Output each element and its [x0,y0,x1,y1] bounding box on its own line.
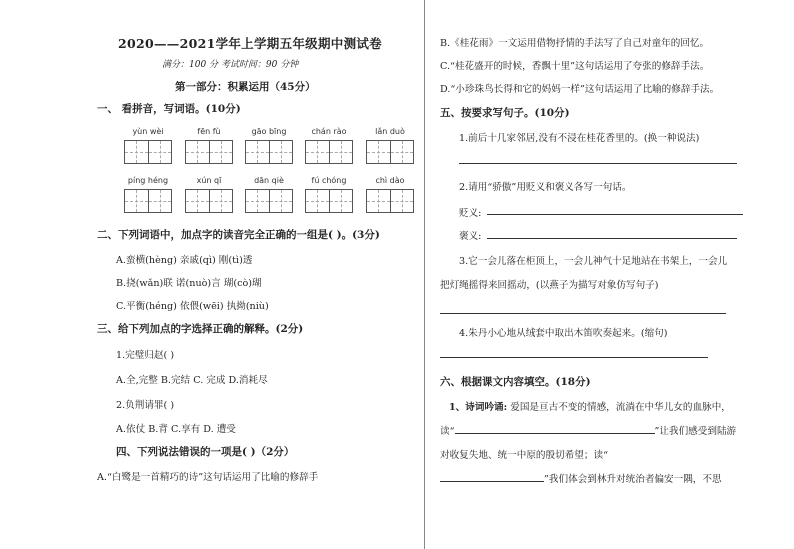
q3-heading: 三、给下列加点的字选择正确的解释。(2分) [97,323,304,335]
pinyin-label: píng héng [127,176,169,185]
q6-paragraph-line3: 对收复失地、统一中原的殷切希望；读“ [440,450,608,461]
writing-grid[interactable] [245,140,293,164]
q6-paragraph-line4 [440,471,722,485]
q5-sentence2: 2.请用“骄傲”用贬义和褒义各写一句话。 [459,182,632,193]
writing-grid[interactable] [124,189,172,213]
answer-line[interactable] [440,357,708,358]
q6-heading: 六、根据课文内容填空。(18分) [440,376,591,388]
pinyin-label: xún qī [196,176,222,185]
pinyin-label: fēn fù [197,127,221,136]
pinyin-label: chì dào [375,176,405,185]
q1-heading: 一、 看拼音，写词语。(10分) [97,103,241,115]
writing-grid[interactable] [245,189,293,213]
q4-option-b: B.《桂花雨》一文运用借物抒情的手法写了自己对童年的回忆。 [440,38,710,49]
writing-grid[interactable] [366,140,414,164]
q3-item2-options: A.依仗 B.背 C.享有 D. 遭受 [116,424,236,435]
answer-line[interactable] [487,214,743,215]
writing-grid[interactable] [305,140,353,164]
writing-grid[interactable] [185,140,233,164]
q5-heading: 五、按要求写句子。(10分) [440,107,570,119]
q3-item1-options: A.全,完整 B.完结 C. 完成 D.消耗尽 [116,375,268,386]
pinyin-label: chán rào [311,127,347,136]
q6-paragraph-line1 [449,399,731,413]
pinyin-label: lǎn duò [375,127,405,136]
q5-sentence3: 3.它一会儿落在柜顶上，一会儿神气十足地站在书架上，一会儿 [459,256,728,267]
q5-sentence3-cont: 把灯绳摇得来回摇动，(以燕子为描写对象仿写句子) [440,280,659,291]
writing-grid[interactable] [185,189,233,213]
q5-commendatory-label: 褒义: [459,231,482,242]
answer-line[interactable] [487,238,737,239]
pinyin-label: fú chóng [311,176,347,185]
writing-grid[interactable] [124,140,172,164]
answer-line[interactable] [459,163,737,164]
q6-poetry-label: 1、诗词吟诵: [449,402,508,413]
pinyin-label: dān qiè [254,176,284,185]
fill-blank[interactable] [455,423,655,434]
q6-paragraph-line2 [440,423,736,437]
part1-title: 第一部分：积累运用（45分） [175,81,316,93]
q3-item1: 1.完璧归赵( ) [116,350,175,361]
q2-option-a: A.蛮横(hèng) 亲戚(qì) 刚(tì)透 [116,255,253,266]
q2-option-c: C.平衡(héng) 依偎(wēi) 执拗(niù) [116,301,269,312]
exam-title: 2020——2021学年上学期五年级期中测试卷 [118,36,382,51]
q6-text: 读“ [440,426,455,437]
q5-derogatory-label: 贬义: [459,208,482,219]
q4-option-c: C.“桂花盛开的时候，香飘十里”这句话运用了夸张的修辞手法。 [440,61,710,72]
writing-grid[interactable] [305,189,353,213]
q4-option-a: A.“白鹭是一首精巧的诗”这句话运用了比喻的修辞手 [97,472,319,483]
answer-line[interactable] [440,313,726,314]
q4-heading: 四、下列说法错误的一项是( )（2分） [116,446,295,458]
fill-blank[interactable] [440,471,544,482]
pinyin-label: gāo bīng [251,127,287,136]
q4-option-d: D.“小珍珠鸟长得和它的妈妈一样”这句话运用了比喻的修辞手法。 [440,84,720,95]
q6-poetry-text: 爱国是亘古不变的情感，流淌在中华儿女的血脉中， [507,402,731,413]
q5-sentence1: 1.前后十几家邻居,没有不浸在桂花香里的。(换一种说法) [459,133,700,144]
q2-option-b: B.挠(wǎn)联 诺(nuò)言 瑚(cò)瑚 [116,278,262,289]
q3-item2: 2.负荆请罪( ) [116,400,175,411]
q6-text: ”让我们感受到陆游 [654,426,737,437]
writing-grid[interactable] [366,189,414,213]
q5-sentence4: 4.朱丹小心地从绒套中取出木笛吹奏起来。(缩句) [459,328,668,339]
column-divider [424,0,425,549]
exam-subtitle: 满分：100 分 考试时间：90 分钟 [162,60,299,70]
pinyin-label: yùn wèi [132,127,164,136]
q2-heading: 二、下列词语中，加点字的读音完全正确的一组是( )。(3分) [97,229,380,241]
q6-text: ”我们体会到林升对统治者偏安一隅，不思 [544,474,722,485]
